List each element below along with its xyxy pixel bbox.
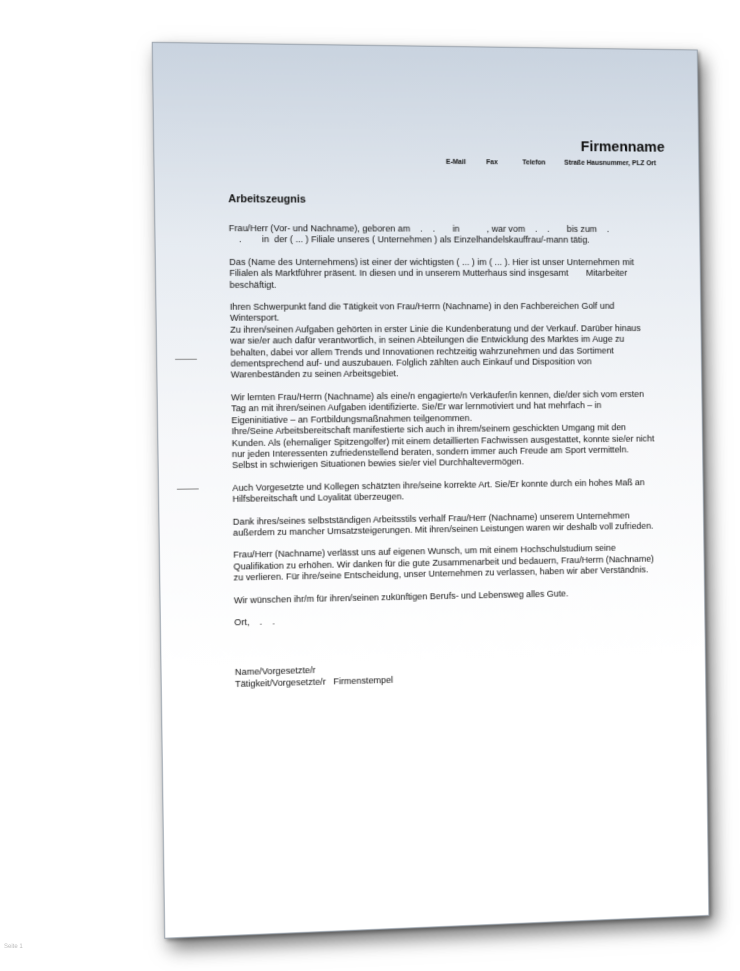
paragraph-results: Dank ihres/seines selbstständigen Arbeitsstils verhalf Frau/Herr (Nachname) unserem Unternehmen außerdem zu mancher Umsatzsteigerungen. Mit ihren/seinen Leistungen waren wir deshalb voll zufrieden. <box>232 510 654 538</box>
company-name: Firmenname <box>580 138 665 156</box>
duties-focus: Ihren Schwerpunkt fand die Tätigkeit von Frau/Herrn (Nachname) in den Fachbereichen Golf und Wintersport. <box>229 300 615 324</box>
page-footer: Seite 1 <box>4 944 23 950</box>
performance-text: Wir lernten Frau/Herrn (Nachname) als eine/n engagierte/n Verkäufer/in kennen, die/der sich vom ersten Tag an mit ihren/seinen Aufgaben identifizierte. Sie/Er war lernmotiviert und hat mehrfach – in Eigeninitiative – an Fortbildungsmaßnahmen teilgenommen. <box>231 389 645 425</box>
paragraph-performance <box>231 389 655 472</box>
employee-count-label: Mitarbeiter <box>585 268 628 278</box>
fold-mark <box>177 488 199 489</box>
phone-label: Telefon <box>522 159 546 167</box>
duties-details: Zu ihren/seinen Aufgaben gehörten in erster Linie die Kundenberatung und der Verkauf. Darüber hinaus war sie/er auch dafür verantwortlich, in seinen Abteilungen die Entwicklung des Marktes im Auge zu behalten, dabei vor allem Trends und Innovationen rechtzeitig wahrzunehmen und das Sortiment dementsprechend auf- und auszubauen. Folglich zählten auch Einkauf und Disposition von Warenbeständen zu seinen Arbeitsgebiet. <box>230 323 641 380</box>
employment-line-1: Frau/Herr (Vor- und Nachname), geboren am . . in , war vom . . bis zum . <box>228 223 610 234</box>
place-date: Ort, . . <box>234 616 275 628</box>
fax-label: Fax <box>486 159 498 167</box>
employment-line-2: . in der ( ... ) Filiale unseres ( Unternehmen ) als Einzelhandelskauffrau/-mann tätig. <box>228 234 590 245</box>
fold-mark <box>175 359 197 360</box>
paragraph-colleagues: Auch Vorgesetzte und Kollegen schätzten ihre/seine korrekte Art. Sie/Er konnte durch ein hohes Maß an Hilfsbereitschaft und Loyalität überzeugen. <box>232 477 645 505</box>
paragraph-wishes: Wir wünschen ihr/m für ihren/seinen zukünftigen Berufs- und Lebensweg alles Gute. <box>233 588 569 605</box>
letter-body <box>229 223 658 690</box>
signature-name: Name/Vorgesetzte/r <box>234 665 316 678</box>
paragraph-duties <box>230 301 654 381</box>
company-text-end: beschäftigt. <box>229 279 277 290</box>
address-label: Straße Hausnummer, PLZ Ort <box>564 159 657 168</box>
document-title: Arbeitszeugnis <box>228 193 306 206</box>
company-text: Das (Name des Unternehmens) ist einer der wichtigsten ( ... ) im ( ... ). Hier ist unser Unternehmen mit Filialen als Marktführer präsent. In diesen und in unserem Mutterhaus sind insgesamt <box>229 256 634 279</box>
paragraph-departure: Frau/Herr (Nachname) verlässt uns auf eigenen Wunsch, um mit einem Hochschulstudium seine Qualifikation zu erhöhen. Wir danken für die gute Zusammenarbeit und bedauern, Frau/Herrn (Nachname) zu verlieren. Für ihre/seine Entscheidung, unser Unternehmen zu verlassen, haben wir aber Verständnis. <box>233 543 654 583</box>
performance-customer-text: Ihre/Seine Arbeitsbereitschaft manifestierte sich auch in ihrem/seinem geschickten Umgang mit den Kunden. Als (ehemaliger Spitzengolfer) mit einem detaillierten Fachwissen ausgestattet, konnte sie/er nicht nur jeden Interessenten zufriedenstellend beraten, sondern immer auch Freude am Sport vermitteln. Selbst in schwierigen Situationen bewies sie/er viel Durchhaltevermögen. <box>231 422 655 471</box>
document-page <box>152 42 710 939</box>
paragraph-employment <box>229 223 652 246</box>
paragraph-company <box>229 257 652 291</box>
signature-role: Tätigkeit/Vorgesetzte/r Firmenstempel <box>234 674 394 689</box>
email-label: E-Mail <box>445 158 466 166</box>
